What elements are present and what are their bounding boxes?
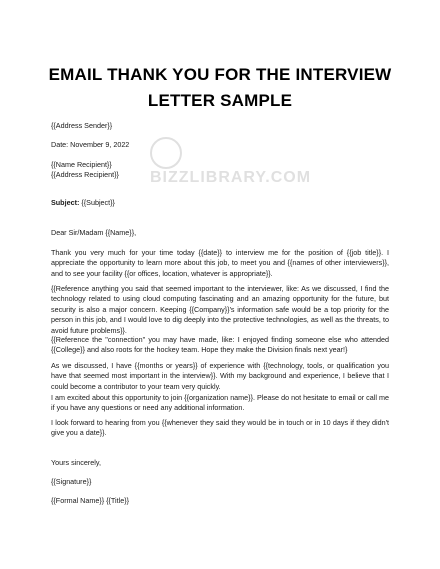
name-recipient: {{Name Recipient}} xyxy=(51,160,112,169)
subject-value: {{Subject}} xyxy=(79,198,115,207)
salutation: Dear Sir/Madam {{Name}}, xyxy=(51,228,137,237)
body-paragraph: Thank you very much for your time today {{date}} to interview me for the position of {{job title}}. I appreciate the opportunity to learn more about this job, to meet you and {{names of other interviewers}}, and to see your facility {{or offices, location, whatever is appropriate}}. xyxy=(51,248,389,278)
signature: {{Signature}} xyxy=(51,477,92,486)
body-paragraph: As we discussed, I have {{months or years}} of experience with {{technology, tools, or qualification you have that seemed most important in the interview}}. With my background and experience, I believe that I could become a contributor to your team very quickly. xyxy=(51,361,389,391)
watermark-text: BIZZLIBRARY.COM xyxy=(150,169,312,186)
body-paragraph: I am excited about this opportunity to join {{organization name}}. Please do not hesitate to email or call me if you have any questions or need any additional information. xyxy=(51,393,389,413)
subject-line xyxy=(51,198,115,208)
address-sender: {{Address Sender}} xyxy=(51,121,113,130)
body-paragraph: I look forward to hearing from you {{whenever they said they would be in touch or in 10 days if they didn't give you a date}}. xyxy=(51,418,389,438)
subject-label: Subject: xyxy=(51,198,80,207)
watermark-logo-icon xyxy=(150,137,182,169)
closing: Yours sincerely, xyxy=(51,458,101,467)
formal-name: {{Formal Name}} {{Title}} xyxy=(51,496,130,505)
body-paragraph: {{Reference the "connection" you may have made, like: I enjoyed finding someone else who attended {{College}} and also roots for the hockey team. Hope they make the Division finals next year!} xyxy=(51,335,389,355)
watermark xyxy=(150,137,340,186)
title-line-1: EMAIL THANK YOU FOR THE INTERVIEW xyxy=(48,65,392,84)
body-paragraph: {{Reference anything you said that seemed important to the interviewer, like: As we discussed, I find the technology related to using cloud computing fascinating and an amazing opportunity for the future, but security is also a major concern. Keeping {{Company}}'s information safe would be a top priority for the person in this job, and I would love to dig deeply into the protective technologies, as well as the threats, to avoid future problems}}. xyxy=(51,284,389,335)
address-recipient: {{Address Recipient}} xyxy=(51,170,119,179)
letter-date: Date: November 9, 2022 xyxy=(51,140,130,149)
title-line-2: LETTER SAMPLE xyxy=(147,91,293,110)
document-title xyxy=(30,62,410,114)
